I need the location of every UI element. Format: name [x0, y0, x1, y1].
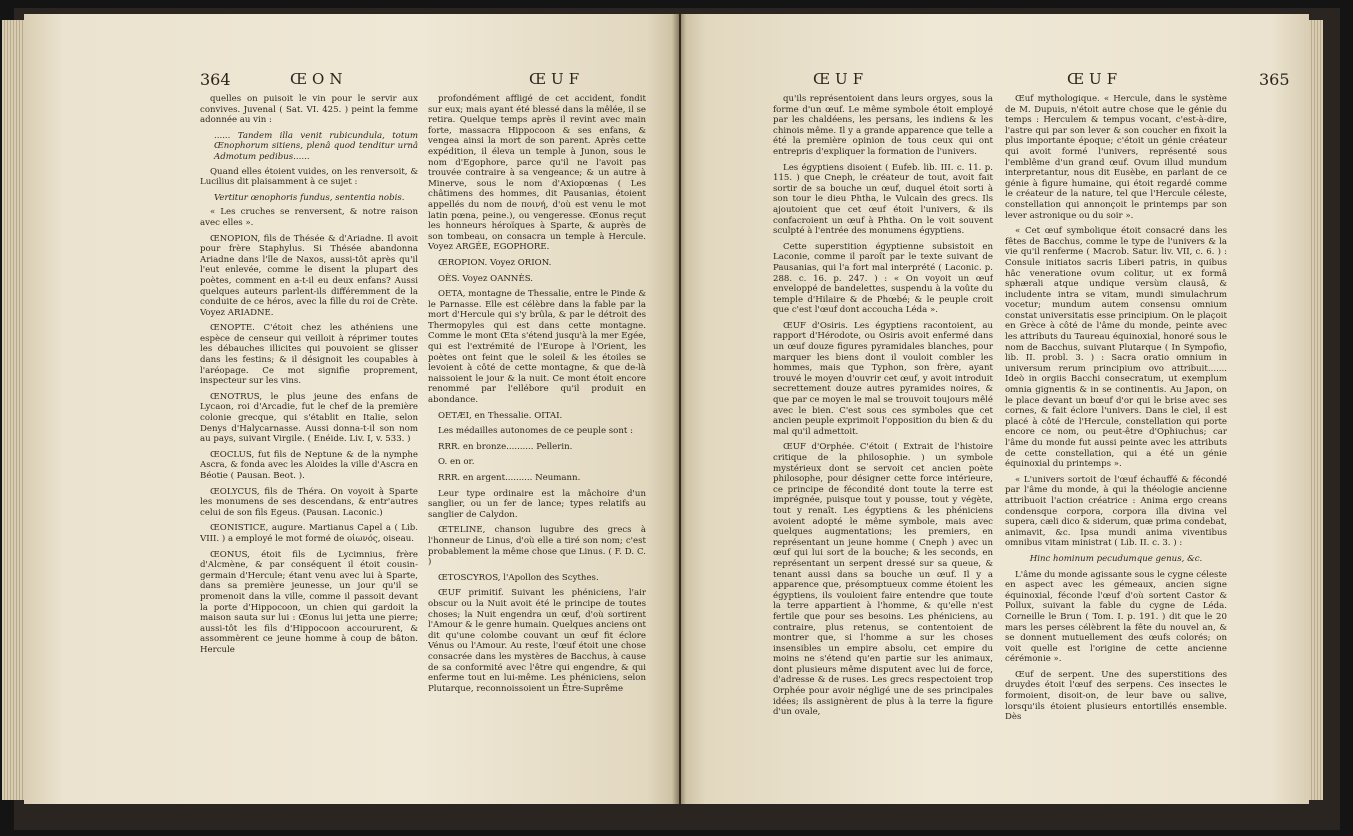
verse-line: Hinc hominum pecudumque genus, &c. [1029, 553, 1203, 564]
paragraph: L'âme du monde agissante sous le cygne céleste en aspect avec les gémeaux, ancien signe équinoxial, féconde l'œuf d'où sortent Castor & Pollux, suivant la fable du cygne de Léda. Corneille le Brun ( Tom. I. p. 191. ) dit que le 20 mars les perses célèbrent la fête du nouvel an, & se donnent mutuellement des œufs colorés; on voit quelle est l'origine de cette ancienne cérémonie ». [1005, 569, 1227, 665]
left-page [24, 14, 679, 804]
entry-oeteline: ŒTELINE, chanson lugubre des grecs à l'honneur de Linus, d'où elle a tiré son nom; c'est probablement la même chose que Linus. ( F. D. C. ) [428, 525, 646, 568]
entry-oeuf-serpent: Œuf de serpent. Une des superstitions des druydes étoit l'œuf des serpens. Ces insectes le formoient, disoit-on, de leur bave ou salive, lorsqu'ils étoient plusieurs entortillés ensemble. Dès [1005, 669, 1227, 723]
entry-oenopte: ŒNOPTE. C'étoit chez les athéniens une espèce de censeur qui veilloit à réprimer toutes les débauches illicites qui pouvoient se glisser dans les festins; & il désignoit les coupables à l'aréopage. Ce mot signifie proprement, inspecteur sur les vins. [200, 323, 418, 387]
quotation: ...... Tandem illa venit rubicundula, totum Œnophorum sitiens, plenâ quod tenditur urnâ Admotum pedibus...... [214, 130, 418, 162]
paragraph: « Les cruches se renversent, & notre raison avec elles ». [200, 207, 418, 228]
entry-oeonus: ŒONUS, étoit fils de Lycimnius, frère d'Alcmène, & par conséquent il étoit cousin-germain d'Hercule; étant venu avec lui à Sparte, dans sa première jeunesse, un jour qu'il se promenoit dans la ville, comme il passoit devant la porte d'Hippocoon, un chien qui gardoit la maison sauta sur lui : Œonus lui jetta une pierre; aussi-tôt les fils d'Hippocoon accoururent, & assommèrent ce jeune homme à coup de bâton. Hercule [200, 549, 418, 655]
text-column-2 [428, 94, 646, 794]
book-gutter [672, 14, 686, 804]
entry-oes: OÈS. Voyez OANNÈS. [438, 273, 534, 284]
entry-oenotrus: ŒNOTRUS, le plus jeune des enfans de Lycaon, roi d'Arcadie, fut le chef de la première colonie grecque, qui s'établit en Italie, selon Denys d'Halycarnasse. Aussi donna-t-il son nom au pays, suivant Virgile. ( Enéide. Liv. I, v. 533. ) [200, 391, 418, 445]
page-number: 365 [1259, 70, 1290, 89]
paragraph: Cette superstition égyptienne subsistoit en Laconie, comme il paroît par le texte suivant de Pausanias, qui l'a fort mal interprété ( Laconic. p. 288. c. 16. p. 247. ) : « On voyoit un œuf enveloppé de bandelettes, suspendu à la voûte du temple d'Hilaire & de Phœbé; & le peuple croit que c'est l'œuf dont accoucha Léda ». [773, 241, 993, 316]
running-head-left: ŒUF [813, 70, 869, 88]
page-edges-left [2, 20, 24, 800]
page-edges-right [1309, 20, 1323, 800]
paragraph: « Cet œuf symbolique étoit consacré dans les fêtes de Bacchus, comme le type de l'univers & la vie qu'il renferme ( Macrob. Satur. liv. VII, c. 6. ) : Consule initiatos sacris Liberi patris, in quibus hâc veneratione ovum colitur, ut ex formâ sphærali atque undique versùm clausâ, & includente intra se vitam, mundi simulachrum vocetur; mundum autem consensu omnium constat universitatis esse principium. On le plaçoit en Grèce à côté de l'âme du monde, peinte avec les attributs du Taureau équinoxial, honoré sous le nom de Bacchus, suivant Plutarque ( In Sympofio, lib. II. probl. 3. ) : Sacra oratio omnium in universum rerum principium ovo attribuit....... Ideò in orgiis Bacchi consecratum, ut exemplum omnia gignentis & in se continentis. Au Japon, on le place devant un bœuf d'or qui le brise avec ses cornes, & fait éclore l'univers. Dans le ciel, il est placé à côté de l'Hercule, constellation qui porte encore ce nom, ou peut-être d'Ophiuchus; car l'âme du monde fut aussi peinte avec les attributs de cette constellation, qui a été un génie équinoxial du printemps ». [1005, 226, 1227, 470]
entry-oeuf-primitif: ŒUF primitif. Suivant les phéniciens, l'air obscur ou la Nuit avoit été le principe de toutes choses; la Nuit engendra un œuf, d'où sortirent l'Amour & le genre humain. Quelques anciens ont dit qu'une colombe couvant un œuf fit éclore Vénus ou l'Amour. Au reste, l'œuf étoit une chose consacrée dans les mystères de Bacchus, à cause de sa conformité avec l'être qui engendre, & qui enferme tout en lui-même. Les phéniciens, selon Plutarque, reconnoissoient un Être-Suprême [428, 588, 646, 694]
paragraph: « L'univers sortoit de l'œuf échauffé & fécondé par l'âme du monde, à qui la théologie ancienne attribuoit l'action créatrice : Anima ergo creans condensque corpora, corpora illa divina vel supera, cæli dico & siderum, quæ prima condebat, animavit, &c. Ipsa mundi anima viventibus omnibus vitam ministrat ( Lib. II. c. 3. ) : [1005, 474, 1227, 549]
quotation: Vertitur œnophoris fundus, sententia nobis. [214, 192, 405, 203]
paragraph: Les médailles autonomes de ce peuple sont : [438, 426, 633, 437]
entry-oetaei: OETÆI, en Thessalie. OITAI. [438, 410, 563, 421]
paragraph: quelles on puisoit le vin pour le servir aux convives. Juvenal ( Sat. VI. 425. ) peint la femme adonnée au vin : [200, 94, 418, 126]
entry-oetoscyros: ŒTOSCYROS, l'Apollon des Scythes. [438, 572, 599, 583]
entry-oeonistice: ŒONISTICE, augure. Martianus Capel a ( Lib. VIII. ) a employé le mot formé de οἰωνός, oiseau. [200, 523, 418, 544]
entry-oeuf-mythologique: Œuf mythologique. « Hercule, dans le système de M. Dupuis, n'étoit autre chose que le génie du temps : Herculem & tempus vocant, c'est-à-dire, l'astre qui par son lever & son coucher en fixoit la plus importante époque; c'étoit un génie créateur qui avoit formé l'univers, représenté sous l'emblême d'un grand œuf. Ovum illud mundum interpretantur, nous dit Eusèbe, en parlant de ce génie à figure humaine, qui étoit regardé comme le créateur de la nature, tel que l'Hercule céleste, constellation qui annonçoit le printemps par son lever astronique ou du soir ». [1005, 94, 1227, 221]
entry-oeuf-orphee: ŒUF d'Orphée. C'étoit ( Extrait de l'histoire critique de la philosophie. ) un symbole mystérieux dont se servoit cet ancien poète philosophe, pour désigner cette force intérieure, ce principe de fécondité dont toute la terre est imprégnée, puisque tout y pousse, tout y végète, tout y renaît. Les égyptiens & les phéniciens avoient adopté le même symbole, mais avec quelques augmentations; les premiers, en représentant un jeune homme ( Cneph ) avec un œuf qui lui sort de la bouche; & les seconds, en représentant un serpent dressé sur sa queue, & tenant aussi dans sa bouche un œuf. Il y a apparence que, présomptueux comme étoient les égyptiens, ils vouloient faire entendre que toute la terre appartient à l'homme, & qu'elle n'est fertile que pour ses besoins. Les phéniciens, au contraire, plus retenus, se contentoient de montrer que, si l'homme a sur les choses insensibles un empire absolu, cet empire du moins ne s'étend qu'en partie sur les animaux, dont plusieurs même disputent avec lui de force, d'adresse & de ruses. Les grecs respectoient trop Orphée pour avoir négligé une de ses principales idées; ils assignèrent de plus à la terre la figure d'un ovale, [773, 442, 993, 718]
running-head-left: ŒON [290, 70, 348, 88]
entry-oeoclus: ŒOCLUS, fut fils de Neptune & de la nymphe Ascra, & fonda avec les Aloides la ville d'Ascra en Béotie ( Pausan. Beot. ). [200, 449, 418, 481]
running-head-right: ŒUF [1067, 70, 1123, 88]
paragraph: qu'ils représentoient dans leurs orgyes, sous la forme d'un œuf. Le même symbole étoit employé par les chaldéens, les persans, les indiens & les chinois même. Il y a grande apparence que telle a été la première opinion de tous ceux qui ont entrepris d'expliquer la formation de l'univers. [773, 94, 993, 157]
entry-oeropion: ŒROPION. Voyez ORION. [438, 257, 552, 268]
text-column-1 [200, 94, 418, 794]
paragraph: Leur type ordinaire est la mâchoire d'un sanglier, ou un fer de lance; types relatifs au sanglier de Calydon. [428, 488, 646, 520]
entry-oeta: OETA, montagne de Thessalie, entre le Pinde & le Parnasse. Elle est célèbre dans la fable par la mort d'Hercule qui s'y brûla, & par le détroit des Thermopyles qui est dans cette montagne. Comme le mont Œta s'étend jusqu'à la mer Egée, qui est l'extrémité de l'Europe à l'Orient, les poètes ont feint que le soleil & les étoiles se levoient à côté de cette montagne, & que de-là naissoient le jour & la nuit. Ce mont étoit encore renommé par l'ellébore qu'il produit en abondance. [428, 289, 646, 406]
paragraph: profondément affligé de cet accident, fondit sur eux; mais ayant été blessé dans la mêlée, il se retira. Quelque temps après il revint avec main forte, massacra Hippocoon & ses enfans, & vengea ainsi la mort de son parent. Après cette expédition, il éleva un temple à Junon, sous le nom d'Egophore, parce qu'il ne l'avoit pas trouvée contraire à sa vengeance; & un autre à Minerve, sous le nom d'Axiopœnas ( Les châtimens des hommes, dit Pausanias, étoient appellés du nom de ποινή, d'où est venu le mot latin pœna, peine.), ou vengeresse. Œonus reçut les honneurs héroïques à Sparte, & auprès de son tombeau, on consacra un temple à Hercule. Voyez ARGÉE, EGOPHORE. [428, 94, 646, 253]
paragraph: Les égyptiens disoient ( Eufeb. lib. III. c. 11. p. 115. ) que Cneph, le créateur de tout, avoit fait sortir de sa bouche un œuf, duquel étoit sorti à son tour le dieu Phtha, le Vulcain des grecs. Ils ajoutoient que cet œuf étoit l'univers, & ils confacroient un œuf à Phtha. On le voit souvent sculpté à l'entrée des monumens égyptiens. [773, 162, 993, 237]
entry-oeolycus: ŒOLYCUS, fils de Théra. On voyoit à Sparte les monumens de ses descendans, & entr'autres celui de son fils Egeus. (Pausan. Laconic.) [200, 486, 418, 518]
text-column-1 [773, 94, 993, 794]
right-page [681, 14, 1309, 804]
medal-line: RRR. en bronze.......... Pellerin. [438, 441, 573, 452]
running-head-right: ŒUF [529, 70, 585, 88]
entry-oeuf-osiris: ŒUF d'Osiris. Les égyptiens racontoient, au rapport d'Hérodote, ou Osiris avoit enfermé dans un œuf douze figures pyramidales blanches, pour marquer les biens dont il vouloit combler les hommes, mais que Typhon, son frère, ayant trouvé le moyen d'ouvrir cet œuf, y avoit introduit secrettement douze autres pyramides noires, & que par ce moyen le mal se trouvoit toujours mêlé avec le bien. C'est sous ces symboles que cet ancien peuple exprimoit l'opposition du bien & du mal qu'il admettoit. [773, 320, 993, 437]
paragraph: Quand elles étoient vuides, on les renversoit, & Lucilius dit plaisamment à ce sujet : [200, 166, 418, 188]
entry-oenopion: ŒNOPION, fils de Thésée & d'Ariadne. Il avoit pour frère Staphylus. Si Thésée abandonna Ariadne dans l'île de Naxos, aussi-tôt après qu'il l'eut enlevée, comme le disent la plupart des poètes, comment en a-t-il eu deux enfans? Aussi quelques auteurs parlent-ils différemment de la conduite de ce héros, avec la fille du roi de Crète. Voyez ARIADNE. [200, 233, 418, 318]
medal-line: RRR. en argent.......... Neumann. [438, 473, 581, 483]
page-number: 364 [200, 70, 231, 89]
text-column-2 [1005, 94, 1227, 794]
medal-line: O. en or. [438, 457, 475, 468]
